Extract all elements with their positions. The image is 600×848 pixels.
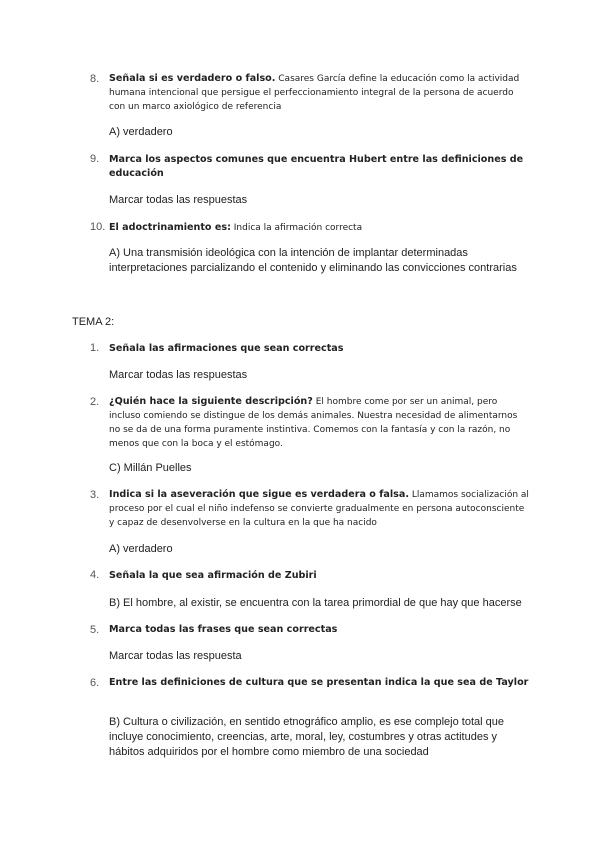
answer: A) verdadero — [109, 126, 173, 138]
question-number: 6. — [90, 677, 100, 689]
question-number: 9. — [90, 153, 100, 165]
question-bold: Entre las definiciones de cultura que se presentan indica la que sea de Taylor — [109, 677, 529, 688]
answer: Marcar todas las respuestas — [109, 194, 248, 206]
answer: B) Cultura o civilización, en sentido etnográfico amplio, es ese complejo total que incluye conocimiento, creencias, arte, moral, ley, costumbres y otras actitudes y hábitos adquiridos por el hombre como miembro de una sociedad — [109, 716, 504, 758]
question-bold: Marca los aspectos comunes que encuentra Hubert entre las definiciones de educación — [109, 154, 524, 179]
answer: Marcar todas las respuestas — [109, 369, 248, 381]
answer: B) El hombre, al existir, se encuentra con la tarea primordial de que hay que hacerse — [109, 597, 522, 609]
question-text — [109, 395, 529, 451]
answer: Marcar todas las respuesta — [109, 650, 242, 662]
question-bold: Indica si la aseveración que sigue es verdadera o falsa. — [109, 489, 409, 500]
question-number: 8. — [90, 73, 100, 85]
question-body: Llamamos socialización al proceso por el cual el niño indefenso se convierte gradualmente en persona autoconsciente y capaz de desenvolverse en la cultura en la que ha nacido — [109, 490, 529, 528]
question-number: 4. — [90, 569, 100, 581]
question-bold: Señala las afirmaciones que sean correctas — [109, 343, 344, 354]
question-bold: ¿Quién hace la siguiente descripción? — [109, 396, 313, 407]
question-text — [109, 488, 529, 530]
question-text — [109, 153, 534, 181]
answer: A) verdadero — [109, 543, 173, 555]
question-number: 5. — [90, 624, 100, 636]
question-text — [109, 676, 529, 690]
question-body: El hombre come por ser un animal, pero incluso comiendo se distingue de los demás animales. Nuestra necesidad de alimentarnos no se da de una forma puramente instintiva. Comemos con la fantasía y con la razón, no menos que con la boca y el estómago. — [109, 397, 518, 449]
question-text — [109, 221, 529, 235]
question-bold: Señala la que sea afirmación de Zubiri — [109, 570, 317, 581]
question-number: 3. — [90, 489, 100, 501]
question-body: Indica la afirmación correcta — [230, 223, 363, 233]
question-number: 2. — [90, 396, 100, 408]
answer: A) Una transmisión ideológica con la intención de implantar determinadas interpretaciones parcializando el contenido y eliminando las convicciones contrarias — [109, 247, 517, 274]
question-text — [109, 569, 529, 583]
section-title: TEMA 2: — [72, 316, 115, 328]
question-bold: El adoctrinamiento es: — [109, 222, 231, 233]
question-number: 10. — [90, 221, 106, 233]
answer: C) Millán Puelles — [109, 462, 192, 474]
question-number: 1. — [90, 342, 100, 354]
question-text — [109, 342, 529, 356]
question-text — [109, 72, 529, 114]
question-bold: Señala si es verdadero o falso. — [109, 73, 276, 84]
question-body: Casares García define la educación como la actividad humana intencional que persigue el perfeccionamiento integral de la persona de acuerdo con un marco axiológico de referencia — [109, 74, 520, 112]
question-bold: Marca todas las frases que sean correctas — [109, 624, 338, 635]
question-text — [109, 623, 529, 637]
